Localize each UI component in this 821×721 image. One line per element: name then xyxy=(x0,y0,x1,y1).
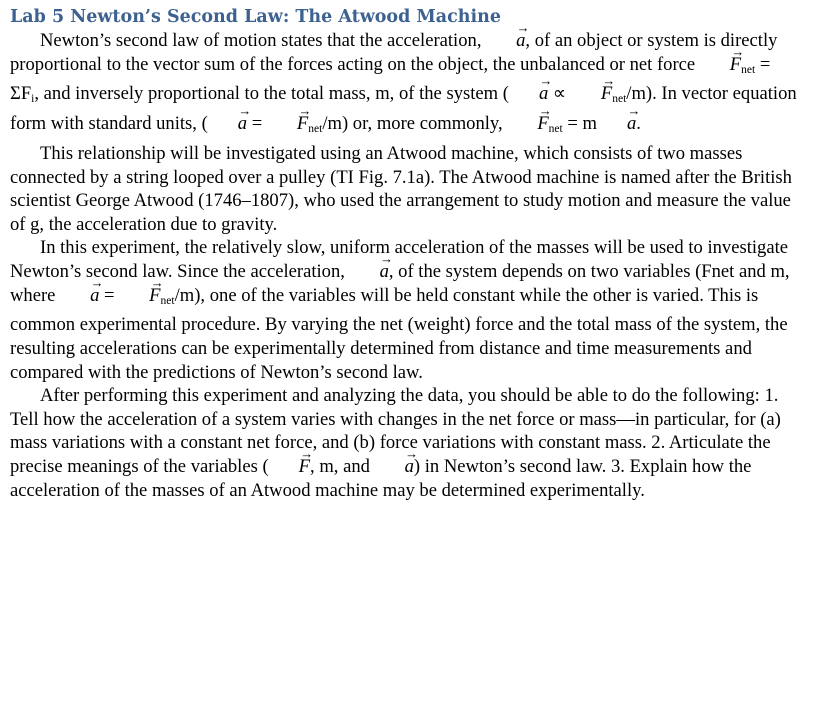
vector-f: F → xyxy=(507,112,548,136)
text: ) in Newton’s second law. 3. Explain how the acceleration of the masses of an Atwood machine may be determined experimentally. xyxy=(10,455,752,501)
vector-f: F → xyxy=(571,82,612,106)
vector-a: a → xyxy=(350,260,389,284)
subscript-net: net xyxy=(612,93,627,106)
vector-a: a → xyxy=(208,112,247,136)
paragraph-objectives xyxy=(10,384,800,502)
text: = m xyxy=(562,113,597,135)
text: . xyxy=(636,113,641,135)
vector-a: a → xyxy=(597,112,636,136)
subscript-net: net xyxy=(548,123,563,136)
sigma-f: ΣF xyxy=(10,83,32,105)
vector-f: F → xyxy=(269,455,310,479)
paragraph-intro xyxy=(10,29,800,142)
text: /m), one of the variables will be held constant while the other is varied. This is common experimental procedure. By varying the net (weight) force and the total mass of the system, the resulting accelerations can be experimentally determined from distance and time measurements and compared with the predictions of Newton’s second law. xyxy=(10,284,788,383)
paragraph-experiment xyxy=(10,236,800,384)
text: In this experiment, the relatively slow, uniform acceleration of the masses will be used to investigate Newton’s second law. Since the acceleration, xyxy=(10,237,789,282)
lab-title: Lab 5 Newton’s Second Law: The Atwood Machine xyxy=(10,7,502,27)
text: /m). In vector equation form with standard units, ( xyxy=(10,83,797,135)
vector-a: a → xyxy=(486,29,525,53)
text: After performing this experiment and analyzing the data, you should be able to do the following: 1. Tell how the acceleration of a system varies with changes in the net force or mass—in particular, for (a) mass variations with a constant net force, and (b) force variations with constant mass. 2. Articulate the precise meanings of the variables ( xyxy=(10,385,781,477)
vector-a: a → xyxy=(60,284,99,308)
text: = xyxy=(247,113,267,135)
text: /m) or, more commonly, xyxy=(322,113,508,135)
paragraph-atwood: This relationship will be investigated using an Atwood machine, which consists of two masses connected by a string looped over a pulley (TI Fig. 7.1a). The Atwood machine is named after the British scientist George Atwood (1746–1807), who used the arrangement to study motion and measure the value of g, the acceleration due to gravity. xyxy=(10,143,792,235)
text: Newton’s second law of motion states that the acceleration, xyxy=(40,30,487,51)
text: , of an object or system is directly proportional to the vector sum of the forces acting on the object, the unbalanced or net force xyxy=(10,30,778,75)
subscript-net: net xyxy=(308,123,323,136)
subscript-i: i xyxy=(31,93,35,106)
text: , and inversely proportional to the total mass, m, of the system ( xyxy=(34,83,509,105)
subscript-net: net xyxy=(160,294,175,307)
document-page xyxy=(10,0,800,502)
subscript-net: net xyxy=(741,63,756,76)
text: = xyxy=(99,284,120,306)
text: , m, and xyxy=(310,455,375,477)
vector-f: F → xyxy=(267,112,308,136)
vector-f: F → xyxy=(119,284,160,308)
vector-a: a → xyxy=(509,82,548,106)
vector-a: a → xyxy=(375,455,414,479)
text: , of the system depends on two variables (Fnet and m, where xyxy=(10,261,790,306)
vector-f: F → xyxy=(700,53,741,77)
equals-sign: = xyxy=(755,53,771,75)
proportional-sign: ∝ xyxy=(548,83,571,105)
